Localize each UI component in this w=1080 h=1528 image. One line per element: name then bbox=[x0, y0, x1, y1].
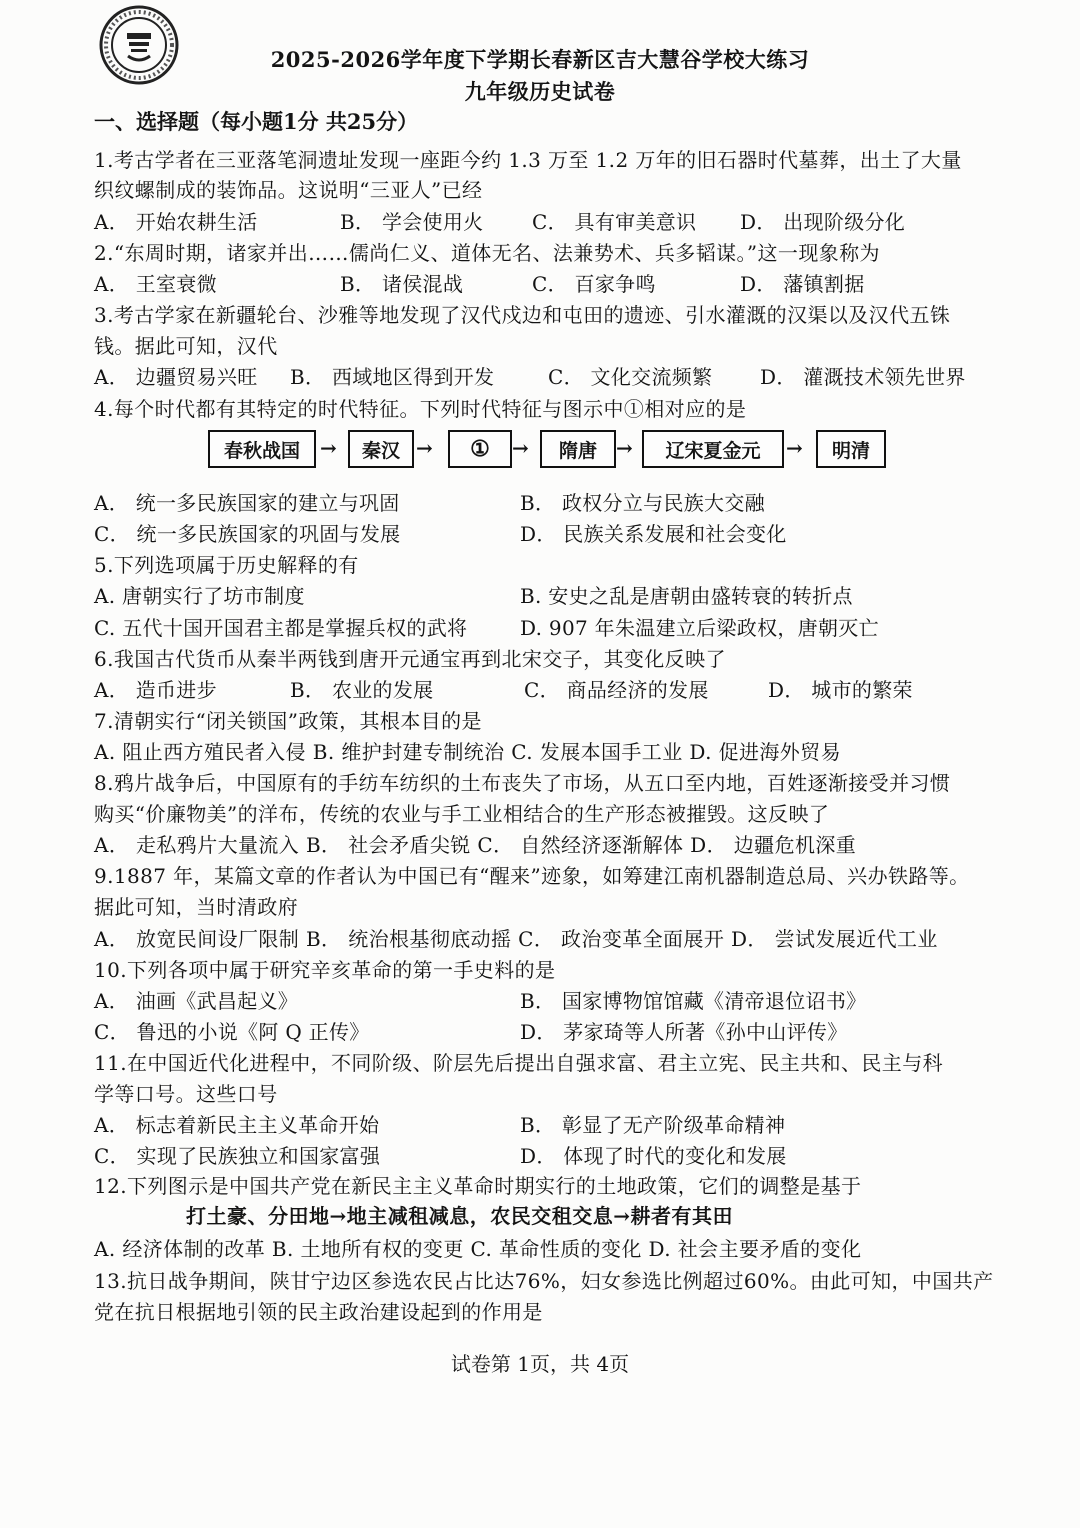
page-footer: 试卷第 1页，共 4页 bbox=[450, 1352, 630, 1376]
question-4-stem: 4.每个时代都有其特定的时代特征。下列时代特征与图示中①相对应的是 bbox=[94, 397, 747, 421]
question-9-stem-cont: 据此可知，当时清政府 bbox=[94, 895, 298, 919]
question-10-option-d: D． 茅家琦等人所著《孙中山评传》 bbox=[520, 1020, 848, 1044]
question-13-stem-cont: 党在抗日根据地引领的民主政治建设起到的作用是 bbox=[94, 1300, 543, 1324]
question-10-option-a: A． 油画《武昌起义》 bbox=[94, 989, 299, 1013]
question-3-stem-cont: 钱。据此可知，汉代 bbox=[94, 334, 278, 358]
question-2-stem: 2.“东周时期，诸家并出……儒尚仁义、道体无名、法兼势术、兵多韬谋。”这一现象称为 bbox=[94, 241, 880, 265]
question-1-option-b: B． 学会使用火 bbox=[340, 210, 484, 234]
question-12-stem: 12.下列图示是中国共产党在新民主主义革命时期实行的土地政策，它们的调整是基于 bbox=[94, 1174, 862, 1198]
flow-arrow-3: → bbox=[512, 436, 529, 460]
question-3-option-c: C． 文化交流频繁 bbox=[548, 365, 713, 389]
question-11-option-a: A． 标志着新民主主义革命开始 bbox=[94, 1113, 380, 1137]
question-8-stem-cont: 购买“价廉物美”的洋布，传统的农业与手工业相结合的生产形态被摧毁。这反映了 bbox=[94, 802, 830, 826]
question-6-option-a: A． 造币进步 bbox=[94, 678, 217, 702]
question-4-option-c: C． 统一多民族国家的巩固与发展 bbox=[94, 522, 401, 546]
question-5-option-c: C. 五代十国开国君主都是掌握兵权的武将 bbox=[94, 616, 468, 640]
flow-box-blank: ① bbox=[448, 430, 512, 468]
question-4-option-a: A． 统一多民族国家的建立与巩固 bbox=[94, 491, 400, 515]
exam-title: 2025-2026学年度下学期长春新区吉大慧谷学校大练习 bbox=[270, 47, 810, 72]
question-11-option-d: D． 体现了时代的变化和发展 bbox=[520, 1144, 787, 1168]
question-12-options: A. 经济体制的改革 B. 土地所有权的变更 C. 革命性质的变化 D. 社会主要矛盾的变化 bbox=[94, 1237, 862, 1261]
question-3-option-d: D． 灌溉技术领先世界 bbox=[760, 365, 966, 389]
question-7-options: A. 阻止西方殖民者入侵 B. 维护封建专制统治 C. 发展本国手工业 D. 促进海外贸易 bbox=[94, 740, 841, 764]
question-3-option-a: A． 边疆贸易兴旺 bbox=[94, 365, 258, 389]
question-1-stem-cont: 织纹螺制成的装饰品。这说明“三亚人”已经 bbox=[94, 178, 483, 202]
question-4-option-b: B． 政权分立与民族大交融 bbox=[520, 491, 765, 515]
question-5-option-b: B. 安史之乱是唐朝由盛转衰的转折点 bbox=[520, 584, 853, 608]
question-11-option-c: C． 实现了民族独立和国家富强 bbox=[94, 1144, 381, 1168]
question-5-stem: 5.下列选项属于历史解释的有 bbox=[94, 553, 359, 577]
flow-box-suitang: 隋唐 bbox=[540, 430, 616, 468]
flow-arrow-4: → bbox=[616, 436, 633, 460]
question-1-option-c: C． 具有审美意识 bbox=[532, 210, 697, 234]
question-1-option-a: A． 开始农耕生活 bbox=[94, 210, 258, 234]
question-2-option-d: D． 藩镇割据 bbox=[740, 272, 865, 296]
flow-box-chunqiu-zhanguo: 春秋战国 bbox=[208, 430, 316, 468]
exam-subtitle: 九年级历史试卷 bbox=[464, 79, 616, 104]
question-10-option-b: B． 国家博物馆馆藏《清帝退位诏书》 bbox=[520, 989, 867, 1013]
question-4-option-d: D． 民族关系发展和社会变化 bbox=[520, 522, 787, 546]
question-2-option-a: A． 王室衰微 bbox=[94, 272, 217, 296]
period-flow-diagram bbox=[208, 430, 888, 470]
question-5-option-a: A. 唐朝实行了坊市制度 bbox=[94, 584, 305, 608]
question-13-stem: 13.抗日战争期间，陕甘宁边区参选农民占比达76%，妇女参选比例超过60%。由此可知，中国共产 bbox=[94, 1269, 994, 1293]
question-8-options: A． 走私鸦片大量流入 B． 社会矛盾尖锐 C． 自然经济逐渐解体 D． 边疆危机深重 bbox=[94, 833, 857, 857]
flow-arrow-2: → bbox=[416, 436, 433, 460]
question-10-stem: 10.下列各项中属于研究辛亥革命的第一手史料的是 bbox=[94, 958, 556, 982]
section-heading: 一、选择题（每小题1分 共25分） bbox=[94, 109, 419, 134]
question-3-option-b: B． 西域地区得到开发 bbox=[290, 365, 495, 389]
question-6-option-d: D． 城市的繁荣 bbox=[768, 678, 913, 702]
question-7-stem: 7.清朝实行“闭关锁国”政策，其根本目的是 bbox=[94, 709, 482, 733]
flow-box-liao-song-xia-jin-yuan: 辽宋夏金元 bbox=[642, 430, 784, 468]
question-10-option-c: C． 鲁迅的小说《阿 Q 正传》 bbox=[94, 1020, 370, 1044]
flow-arrow-5: → bbox=[786, 436, 803, 460]
question-1-stem: 1.考古学者在三亚落笔洞遗址发现一座距今约 1.3 万至 1.2 万年的旧石器时代墓葬，出土了大量 bbox=[94, 148, 962, 172]
question-11-option-b: B． 彰显了无产阶级革命精神 bbox=[520, 1113, 786, 1137]
flow-box-mingqing: 明清 bbox=[816, 430, 886, 468]
question-3-stem: 3.考古学家在新疆轮台、沙雅等地发现了汉代戍边和屯田的遗迹、引水灌溉的汉渠以及汉代五铢 bbox=[94, 303, 951, 327]
question-6-option-b: B． 农业的发展 bbox=[290, 678, 434, 702]
question-5-option-d: D. 907 年朱温建立后梁政权，唐朝灭亡 bbox=[520, 616, 879, 640]
question-8-stem: 8.鸦片战争后，中国原有的手纺车纺织的土布丧失了市场，从五口至内地，百姓逐渐接受并习惯 bbox=[94, 771, 951, 795]
question-6-stem: 6.我国古代货币从秦半两钱到唐开元通宝再到北宋交子，其变化反映了 bbox=[94, 647, 726, 671]
question-2-option-c: C． 百家争鸣 bbox=[532, 272, 656, 296]
flow-box-qinhan: 秦汉 bbox=[348, 430, 414, 468]
land-policy-sequence: 打土豪、分田地→地主减租减息，农民交租交息→耕者有其田 bbox=[186, 1204, 734, 1228]
question-6-option-c: C． 商品经济的发展 bbox=[524, 678, 709, 702]
question-11-stem: 11.在中国近代化进程中，不同阶级、阶层先后提出自强求富、君主立宪、民主共和、民主与科 bbox=[94, 1051, 944, 1075]
flow-arrow-1: → bbox=[320, 436, 337, 460]
question-11-stem-cont: 学等口号。这些口号 bbox=[94, 1082, 278, 1106]
question-2-option-b: B． 诸侯混战 bbox=[340, 272, 464, 296]
question-9-stem: 9.1887 年，某篇文章的作者认为中国已有“醒来”迹象，如筹建江南机器制造总局、兴办铁路等。 bbox=[94, 864, 970, 888]
question-9-options: A． 放宽民间设厂限制 B． 统治根基彻底动摇 C． 政治变革全面展开 D． 尝试发展近代工业 bbox=[94, 927, 938, 951]
question-1-option-d: D． 出现阶级分化 bbox=[740, 210, 906, 234]
